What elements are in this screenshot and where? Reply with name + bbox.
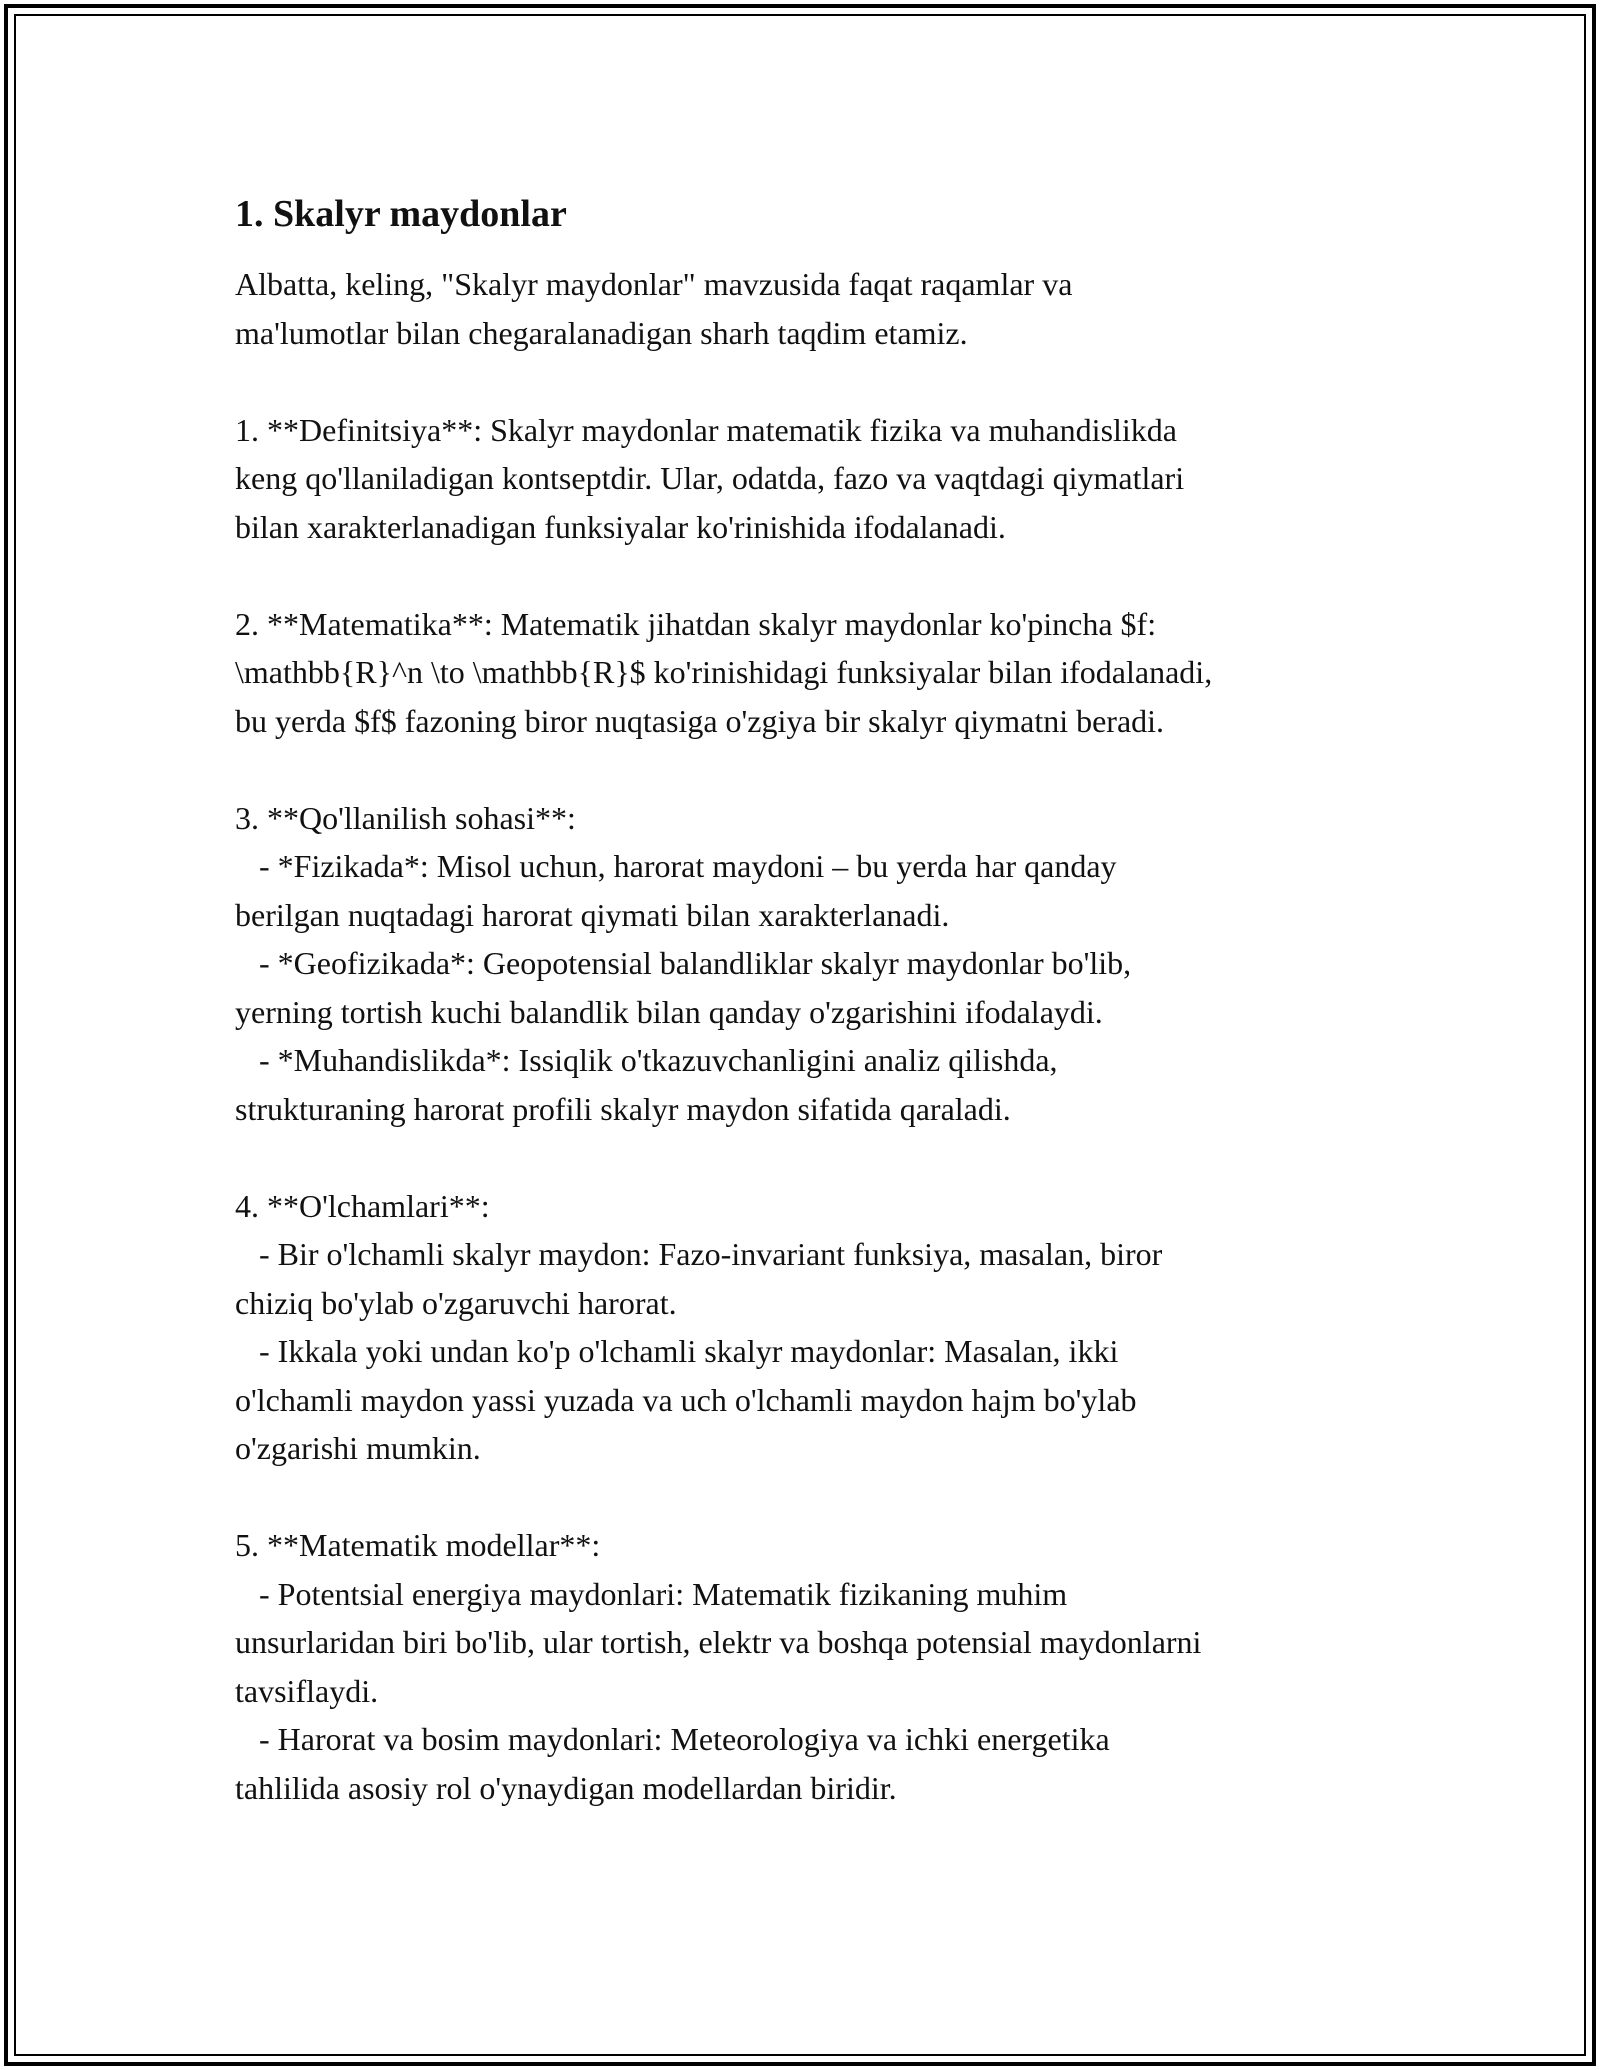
document-title: 1. Skalyr maydonlar xyxy=(235,193,567,235)
document-body: Albatta, keling, "Skalyr maydonlar" mavzusida faqat raqamlar va ma'lumotlar bilan chegaralanadigan sharh taqdim etamiz. 1. **Definitsiya**: Skalyr maydonlar matematik fizika va muhandislikda keng qo'llaniladigan kontseptdir. Ular, odatda, fazo va vaqtdagi qiymatlari bilan xarakterlanadigan funksiyalar ko'rinishida ifodalanadi. 2. **Matematika**: Matematik jihatdan skalyr maydonlar ko'pincha $f: \mathbb{R}^n \to \mathbb{R}$ ko'rinishidagi funksiyalar bilan ifodalanadi, bu yerda $f$ fazoning biror nuqtasiga o'zgiya bir skalyr qiymatni beradi. 3. **Qo'llanilish sohasi**: - *Fizikada*: Misol uchun, harorat maydoni – bu yerda har qanday berilgan nuqtadagi harorat qiymati bilan xarakterlanadi. - *Geofizikada*: Geopotensial balandliklar skalyr maydonlar bo'lib, yerning tortish kuchi balandlik bilan qanday o'zgarishini ifodalaydi. - *Muhandislikda*: Issiqlik o'tkazuvchanligini analiz qilishda, strukturaning harorat profili skalyr maydon sifatida qaraladi. 4. **O'lchamlari**: - Bir o'lchamli skalyr maydon: Fazo-invariant funksiya, masalan, biror chiziq bo'ylab o'zgaruvchi harorat. - Ikkala yoki undan ko'p o'lchamli skalyr maydonlar: Masalan, ikki o'lchamli maydon yassi yuzada va uch o'lchamli maydon hajm bo'ylab o'zgarishi mumkin. 5. **Matematik modellar**: - Potentsial energiya maydonlari: Matematik fizikaning muhim unsurlaridan biri bo'lib, ular tortish, elektr va boshqa potensial maydonlarni tavsiflaydi. - Harorat va bosim maydonlari: Meteorologiya va ichki energetika tahlilida asosiy rol o'ynaydigan modellardan biridir. xyxy=(235,266,1213,1806)
document-page xyxy=(235,186,1385,1812)
